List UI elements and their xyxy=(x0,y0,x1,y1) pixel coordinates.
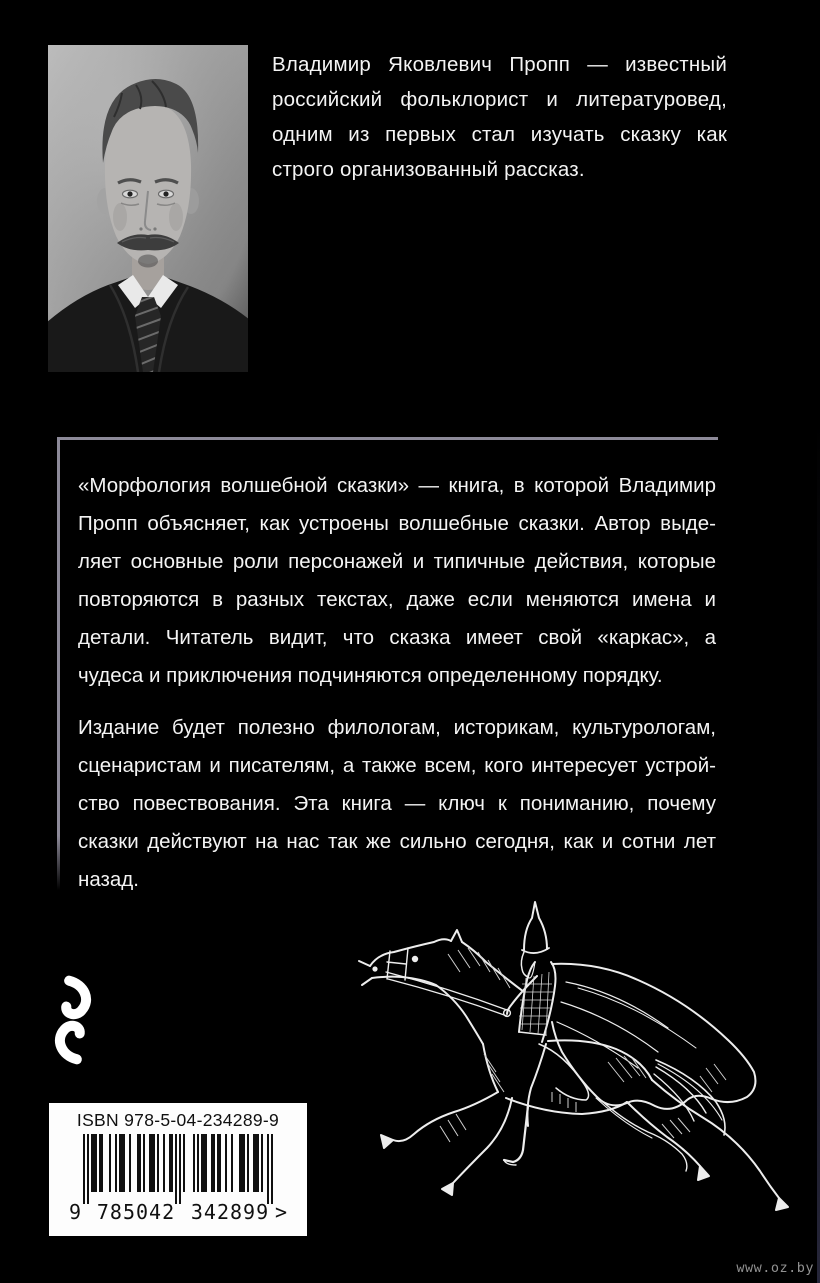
text-line: повторяются в разных текстах, даже если меняются имена и xyxy=(78,588,716,611)
text-line: Пропп объясняет, как устроены волшебные сказки. Автор выде- xyxy=(78,512,716,535)
text-line: назад. xyxy=(78,868,139,891)
text-line: строго организованный рассказ. xyxy=(272,158,585,181)
text-line: ляет основные роли персонажей и типичные действия, которые xyxy=(78,550,716,573)
text-line: сказки действуют на нас так же сильно сегодня, как и сотни лет xyxy=(78,830,716,853)
top-rule xyxy=(57,437,718,440)
isbn-barcode-panel xyxy=(49,1103,307,1236)
text-line: детали. Читатель видит, что сказка имеет свой «каркас», а xyxy=(78,626,716,649)
text-line: сценаристам и писателям, а также всем, кого интересует устрой- xyxy=(78,754,716,777)
text-line: российский фольклорист и литературовед, xyxy=(272,88,727,111)
barcode-digits: 9 785042 342899 > xyxy=(69,1200,288,1224)
text-line: чудеса и приключения подчиняются определенному порядку. xyxy=(78,664,663,687)
text-line: «Морфология волшебной сказки» — книга, в которой Владимир xyxy=(78,474,716,497)
text-line: Владимир Яковлевич Пропп — известный xyxy=(272,53,727,76)
author-description xyxy=(272,47,727,187)
annotation-paragraph-1 xyxy=(78,467,716,695)
isbn-number: ISBN 978-5-04-234289-9 xyxy=(76,1110,280,1130)
text-line: ство повествования. Эта книга — ключ к пониманию, почему xyxy=(78,792,716,815)
ean13-barcode xyxy=(69,1134,287,1210)
horseman-knight-illustration xyxy=(356,892,796,1224)
author-portrait-photo xyxy=(48,45,248,372)
annotation-block xyxy=(57,437,718,899)
eksmo-publisher-logo-icon xyxy=(50,974,96,1066)
left-rule xyxy=(57,437,60,890)
shop-watermark: www.oz.by xyxy=(736,1260,814,1276)
text-line: одним из первых стал изучать сказку как xyxy=(272,123,727,146)
text-line: Издание будет полезно филологам, историкам, культурологам, xyxy=(78,716,716,739)
annotation-paragraph-2 xyxy=(78,709,716,899)
